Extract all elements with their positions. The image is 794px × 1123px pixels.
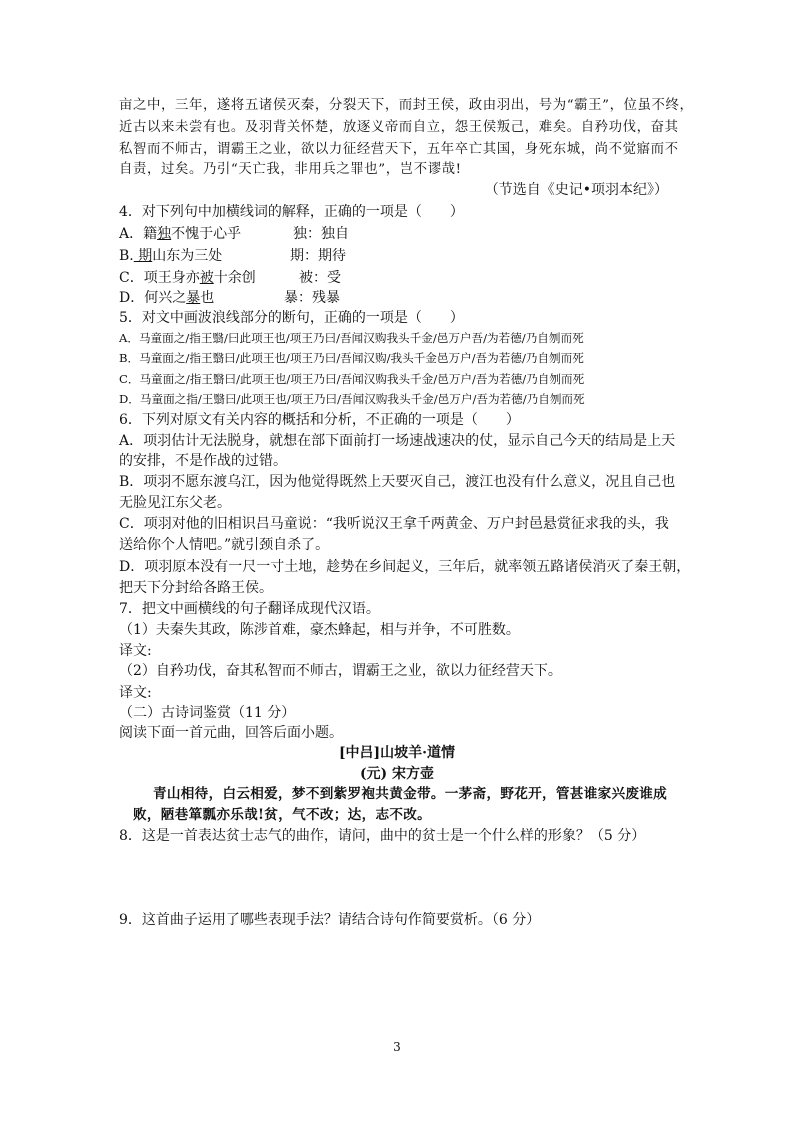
question-8: 8．这是一首表达贫士志气的曲作，请问，曲中的贫士是一个什么样的形象？（5 分） [119, 828, 646, 844]
question-7-sentence-2: （2）自矜功伐，奋其私智而不师古，谓霸王之业，欲以力征经营天下。 [119, 663, 562, 679]
question-6-line: A．项羽估计无法脱身，就想在部下面前打一场速战速决的仗，显示自己今天的结局是上天 [119, 433, 676, 449]
question-6-line: B．项羽不愿东渡乌江，因为他觉得既然上天要灭自己，渡江也没有什么意义，况且自己也 [119, 474, 676, 490]
section-heading: （二）古诗词鉴赏（11 分） [119, 705, 296, 721]
question-5-option-c: C．马童面之/指王翳曰/此项王也/项王乃曰/吾闻汉购我头千金/邑万户/吾为若德/乃自刎而死 [119, 372, 585, 386]
translation-label: 译文: [119, 643, 152, 659]
question-6-stem: 6．下列对原文有关内容的概括和分析，不正确的一项是（ ） [119, 412, 520, 428]
question-4-option-d: D．何兴之暴也 暴：残暴 [119, 290, 340, 306]
question-6-line: C．项羽对他的旧相识吕马童说：“我听说汉王拿千两黄金、万户封邑悬赏征求我的头，我 [119, 516, 669, 532]
poem-line: 青山相待，白云相爱，梦不到紫罗袍共黄金带。一茅斋，野花开，管甚谁家兴废谁成 [153, 786, 668, 802]
question-6-line: 的安排，不是作战的过错。 [119, 453, 287, 469]
passage-line: 私智而不师古，谓霸王之业，欲以力征经营天下，五年卒亡其国，身死东城，尚不觉寤而不 [119, 142, 679, 157]
question-5-stem: 5．对文中画波浪线部分的断句，正确的一项是（ ） [119, 310, 464, 326]
translation-label: 译文: [119, 685, 152, 701]
question-5-option-b: B．马童面之/指王翳曰/此项王也/项王乃曰/吾闻汉购/我头千金邑万户/吾为若德/乃自刎而死 [119, 351, 584, 365]
poem-line: 败，陋巷箪瓢亦乐哉!贫，气不改；达，志不改。 [133, 807, 432, 823]
page-number: 3 [393, 1040, 401, 1054]
question-9: 9．这首曲子运用了哪些表现手法？请结合诗句作简要赏析。（6 分） [119, 912, 541, 928]
passage-source: （节选自《史记•项羽本纪》） [484, 182, 668, 198]
question-5-option-a: A．马童面之/指王翳/曰此项王也/项王乃曰/吾闻汉购我头千金/邑万户吾/为若德/乃自刎而死 [119, 331, 584, 345]
section-intro: 阅读下面一首元曲，回答后面小题。 [119, 725, 343, 741]
question-6-line: 送给你个人情吧。”就引颈自杀了。 [119, 537, 330, 553]
passage-line: 亩之中，三年，遂将五诸侯灭秦，分裂天下，而封王侯，政由羽出，号为“霸王”，位虽不终， [119, 98, 694, 113]
question-6-line: 无脸见江东父老。 [119, 495, 231, 511]
question-7-sentence-1: （1）夫秦失其政，陈涉首难，豪杰蜂起，相与并争，不可胜数。 [119, 622, 520, 638]
poem-title: [中吕]山坡羊·道情 [338, 745, 456, 761]
question-4-option-a: A．籍独不愧于心乎 独：独自 [119, 226, 349, 242]
question-7-stem: 7．把文中画横线的句子翻译成现代汉语。 [119, 601, 380, 617]
passage-line: 近古以来未尝有也。及羽背关怀楚，放逐义帝而自立，怨王侯叛己，难矣。自矜功伐，奋其 [119, 120, 679, 135]
poem-author: (元) 宋方壶 [359, 766, 435, 782]
question-4-option-b: B. 期山东为三处 期：期待 [119, 248, 346, 264]
question-6-line: 把天下分封给各路王侯。 [119, 580, 273, 596]
question-5-option-d: D．马童面之指/王翳曰/此项王也/项王乃曰/吾闻汉购我头千金/邑万户/吾为若德/乃自刎而死 [119, 392, 585, 406]
passage-line: 自责，过矣。乃引“天亡我，非用兵之罪也”，岂不谬哉! [119, 162, 462, 177]
question-4-stem: 4．对下列句中加横线词的解释，正确的一项是（ ） [119, 204, 464, 220]
question-4-option-c: C．项王身亦被十余创 被：受 [119, 270, 341, 286]
question-6-line: D．项羽原本没有一尺一寸土地，趁势在乡间起义，三年后，就率领五路诸侯消灭了秦王朝， [119, 559, 691, 575]
